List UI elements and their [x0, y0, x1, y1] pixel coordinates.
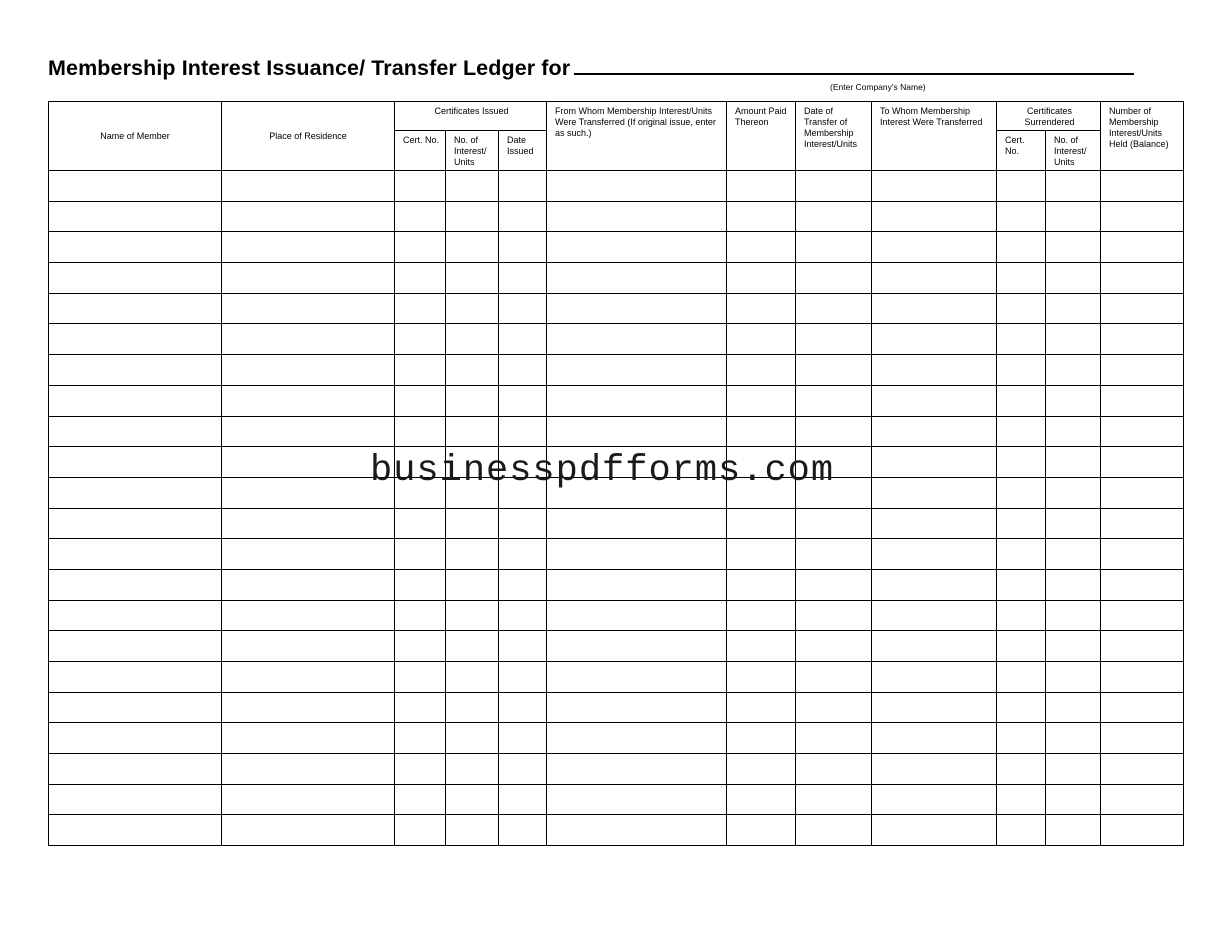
- table-cell[interactable]: [997, 293, 1046, 324]
- page-title-text: Membership Interest Issuance/ Transfer Ledger for: [48, 56, 571, 80]
- table-cell[interactable]: [1046, 263, 1101, 294]
- table-cell[interactable]: [1046, 600, 1101, 631]
- table-cell[interactable]: [1101, 754, 1184, 785]
- table-cell[interactable]: [1046, 232, 1101, 263]
- table-cell[interactable]: [395, 723, 446, 754]
- table-cell[interactable]: [49, 692, 222, 723]
- table-cell[interactable]: [997, 324, 1046, 355]
- table-cell[interactable]: [1046, 293, 1101, 324]
- table-cell[interactable]: [1101, 324, 1184, 355]
- table-cell[interactable]: [796, 784, 872, 815]
- table-cell[interactable]: [872, 569, 997, 600]
- table-cell[interactable]: [395, 416, 446, 447]
- table-cell[interactable]: [499, 662, 547, 693]
- table-row: [49, 232, 1184, 263]
- table-cell[interactable]: [796, 815, 872, 846]
- table-cell[interactable]: [1101, 293, 1184, 324]
- table-cell[interactable]: [997, 201, 1046, 232]
- header-surrendered-cert-no: Cert. No.: [997, 131, 1046, 171]
- table-cell[interactable]: [727, 324, 796, 355]
- table-cell[interactable]: [872, 784, 997, 815]
- table-cell[interactable]: [547, 723, 727, 754]
- table-cell[interactable]: [997, 447, 1046, 478]
- table-cell[interactable]: [1101, 355, 1184, 386]
- table-cell[interactable]: [872, 631, 997, 662]
- table-cell[interactable]: [796, 232, 872, 263]
- table-cell[interactable]: [395, 508, 446, 539]
- table-cell[interactable]: [395, 754, 446, 785]
- table-cell[interactable]: [727, 600, 796, 631]
- table-cell[interactable]: [1046, 539, 1101, 570]
- table-cell[interactable]: [222, 631, 395, 662]
- table-cell[interactable]: [1101, 539, 1184, 570]
- table-cell[interactable]: [222, 569, 395, 600]
- table-cell[interactable]: [446, 692, 499, 723]
- table-cell[interactable]: [547, 171, 727, 202]
- table-cell[interactable]: [547, 662, 727, 693]
- table-cell[interactable]: [1046, 385, 1101, 416]
- table-cell[interactable]: [1046, 754, 1101, 785]
- table-cell[interactable]: [222, 263, 395, 294]
- table-cell[interactable]: [49, 477, 222, 508]
- table-cell[interactable]: [222, 600, 395, 631]
- table-cell[interactable]: [49, 171, 222, 202]
- table-cell[interactable]: [997, 355, 1046, 386]
- table-cell[interactable]: [222, 539, 395, 570]
- table-row: [49, 355, 1184, 386]
- table-cell[interactable]: [499, 416, 547, 447]
- table-cell[interactable]: [1046, 631, 1101, 662]
- table-cell[interactable]: [1101, 416, 1184, 447]
- table-cell[interactable]: [1046, 692, 1101, 723]
- table-cell[interactable]: [796, 569, 872, 600]
- table-cell[interactable]: [727, 201, 796, 232]
- table-cell[interactable]: [872, 815, 997, 846]
- table-cell[interactable]: [49, 631, 222, 662]
- table-cell[interactable]: [547, 293, 727, 324]
- table-row: [49, 293, 1184, 324]
- table-cell[interactable]: [547, 569, 727, 600]
- table-cell[interactable]: [446, 355, 499, 386]
- header-no-of-interest-units: No. of Interest/ Units: [446, 131, 499, 171]
- table-cell[interactable]: [395, 263, 446, 294]
- table-cell[interactable]: [49, 754, 222, 785]
- table-cell[interactable]: [547, 508, 727, 539]
- header-date-of-transfer: Date of Transfer of Membership Interest/Units: [796, 102, 872, 171]
- table-cell[interactable]: [547, 784, 727, 815]
- table-cell[interactable]: [1046, 815, 1101, 846]
- table-cell[interactable]: [499, 171, 547, 202]
- table-cell[interactable]: [499, 355, 547, 386]
- table-cell[interactable]: [222, 324, 395, 355]
- table-cell[interactable]: [49, 723, 222, 754]
- table-row: [49, 263, 1184, 294]
- table-cell[interactable]: [49, 447, 222, 478]
- table-cell[interactable]: [727, 539, 796, 570]
- table-cell[interactable]: [1101, 662, 1184, 693]
- table-cell[interactable]: [49, 508, 222, 539]
- table-cell[interactable]: [1101, 784, 1184, 815]
- table-cell[interactable]: [446, 662, 499, 693]
- table-cell[interactable]: [499, 232, 547, 263]
- table-cell[interactable]: [446, 416, 499, 447]
- ledger-header: [49, 102, 1184, 171]
- header-surrendered-no-of-interest-units: No. of Interest/ Units: [1046, 131, 1101, 171]
- table-cell[interactable]: [1101, 232, 1184, 263]
- header-from-whom: From Whom Membership Interest/Units Were Transferred (If original issue, enter as such.): [547, 102, 727, 171]
- table-cell[interactable]: [1101, 569, 1184, 600]
- table-cell[interactable]: [222, 416, 395, 447]
- table-cell[interactable]: [997, 754, 1046, 785]
- table-cell[interactable]: [1046, 723, 1101, 754]
- table-cell[interactable]: [49, 416, 222, 447]
- table-row: [49, 569, 1184, 600]
- table-cell[interactable]: [395, 539, 446, 570]
- table-cell[interactable]: [997, 385, 1046, 416]
- table-cell[interactable]: [222, 662, 395, 693]
- table-cell[interactable]: [547, 324, 727, 355]
- table-cell[interactable]: [872, 171, 997, 202]
- table-cell[interactable]: [446, 385, 499, 416]
- table-cell[interactable]: [395, 569, 446, 600]
- table-cell[interactable]: [997, 662, 1046, 693]
- table-cell[interactable]: [997, 784, 1046, 815]
- company-name-hint: (Enter Company's Name): [830, 82, 926, 92]
- table-cell[interactable]: [446, 539, 499, 570]
- table-cell[interactable]: [872, 232, 997, 263]
- table-cell[interactable]: [1046, 447, 1101, 478]
- table-cell[interactable]: [872, 477, 997, 508]
- table-cell[interactable]: [872, 692, 997, 723]
- table-row: [49, 324, 1184, 355]
- table-row: [49, 662, 1184, 693]
- table-row: [49, 723, 1184, 754]
- table-cell[interactable]: [727, 631, 796, 662]
- table-cell[interactable]: [727, 385, 796, 416]
- table-cell[interactable]: [547, 600, 727, 631]
- table-cell[interactable]: [997, 508, 1046, 539]
- header-cert-no: Cert. No.: [395, 131, 446, 171]
- table-cell[interactable]: [547, 754, 727, 785]
- table-cell[interactable]: [1101, 692, 1184, 723]
- table-cell[interactable]: [872, 385, 997, 416]
- table-cell[interactable]: [796, 171, 872, 202]
- table-cell[interactable]: [1101, 631, 1184, 662]
- header-balance: Number of Membership Interest/Units Held (Balance): [1101, 102, 1184, 171]
- table-cell[interactable]: [796, 324, 872, 355]
- table-cell[interactable]: [872, 293, 997, 324]
- table-cell[interactable]: [796, 416, 872, 447]
- table-cell[interactable]: [997, 631, 1046, 662]
- table-cell[interactable]: [1101, 385, 1184, 416]
- table-row: [49, 815, 1184, 846]
- table-row: [49, 201, 1184, 232]
- table-cell[interactable]: [446, 324, 499, 355]
- header-certificates-issued: Certificates Issued: [395, 102, 547, 131]
- table-cell[interactable]: [446, 569, 499, 600]
- table-cell[interactable]: [727, 754, 796, 785]
- table-cell[interactable]: [997, 263, 1046, 294]
- table-cell[interactable]: [727, 232, 796, 263]
- table-cell[interactable]: [499, 723, 547, 754]
- table-cell[interactable]: [872, 539, 997, 570]
- table-cell[interactable]: [49, 293, 222, 324]
- table-cell[interactable]: [395, 293, 446, 324]
- table-cell[interactable]: [997, 569, 1046, 600]
- table-cell[interactable]: [1101, 508, 1184, 539]
- table-cell[interactable]: [446, 171, 499, 202]
- table-cell[interactable]: [727, 692, 796, 723]
- table-row: [49, 416, 1184, 447]
- table-cell[interactable]: [49, 201, 222, 232]
- table-cell[interactable]: [446, 201, 499, 232]
- table-cell[interactable]: [395, 600, 446, 631]
- table-cell[interactable]: [1101, 723, 1184, 754]
- table-cell[interactable]: [796, 754, 872, 785]
- table-row: [49, 508, 1184, 539]
- table-cell[interactable]: [395, 692, 446, 723]
- table-cell[interactable]: [796, 600, 872, 631]
- table-cell[interactable]: [547, 232, 727, 263]
- table-cell[interactable]: [727, 569, 796, 600]
- table-cell[interactable]: [395, 784, 446, 815]
- table-cell[interactable]: [446, 508, 499, 539]
- table-cell[interactable]: [446, 754, 499, 785]
- table-cell[interactable]: [872, 355, 997, 386]
- table-cell[interactable]: [872, 723, 997, 754]
- table-cell[interactable]: [222, 692, 395, 723]
- table-cell[interactable]: [727, 293, 796, 324]
- table-cell[interactable]: [997, 171, 1046, 202]
- table-cell[interactable]: [1046, 662, 1101, 693]
- table-cell[interactable]: [1046, 201, 1101, 232]
- table-cell[interactable]: [727, 815, 796, 846]
- table-row: [49, 171, 1184, 202]
- table-cell[interactable]: [796, 201, 872, 232]
- table-cell[interactable]: [997, 600, 1046, 631]
- table-cell[interactable]: [872, 447, 997, 478]
- table-cell[interactable]: [1046, 324, 1101, 355]
- table-cell[interactable]: [49, 385, 222, 416]
- watermark: businesspdfforms.com: [370, 450, 835, 492]
- table-cell[interactable]: [1046, 784, 1101, 815]
- table-cell[interactable]: [796, 539, 872, 570]
- table-cell[interactable]: [796, 692, 872, 723]
- table-cell[interactable]: [796, 355, 872, 386]
- table-cell[interactable]: [49, 784, 222, 815]
- table-cell[interactable]: [796, 662, 872, 693]
- table-cell[interactable]: [49, 324, 222, 355]
- table-cell[interactable]: [49, 662, 222, 693]
- table-cell[interactable]: [222, 754, 395, 785]
- table-cell[interactable]: [222, 784, 395, 815]
- table-cell[interactable]: [222, 385, 395, 416]
- table-cell[interactable]: [446, 293, 499, 324]
- table-cell[interactable]: [49, 815, 222, 846]
- table-cell[interactable]: [872, 416, 997, 447]
- table-cell[interactable]: [997, 477, 1046, 508]
- table-cell[interactable]: [222, 232, 395, 263]
- table-cell[interactable]: [499, 539, 547, 570]
- table-cell[interactable]: [446, 263, 499, 294]
- table-cell[interactable]: [395, 201, 446, 232]
- table-cell[interactable]: [997, 692, 1046, 723]
- table-cell[interactable]: [395, 631, 446, 662]
- table-row: [49, 385, 1184, 416]
- table-cell[interactable]: [1101, 477, 1184, 508]
- table-cell[interactable]: [872, 508, 997, 539]
- table-cell[interactable]: [49, 263, 222, 294]
- table-cell[interactable]: [1046, 477, 1101, 508]
- table-cell[interactable]: [1046, 355, 1101, 386]
- table-cell[interactable]: [499, 784, 547, 815]
- table-cell[interactable]: [547, 815, 727, 846]
- table-cell[interactable]: [499, 815, 547, 846]
- table-cell[interactable]: [1046, 416, 1101, 447]
- header-to-whom: To Whom Membership Interest Were Transferred: [872, 102, 997, 171]
- table-cell[interactable]: [547, 631, 727, 662]
- table-cell[interactable]: [222, 447, 395, 478]
- table-cell[interactable]: [395, 662, 446, 693]
- table-cell[interactable]: [1101, 171, 1184, 202]
- page-title: [48, 55, 1134, 81]
- table-cell[interactable]: [222, 293, 395, 324]
- table-cell[interactable]: [727, 416, 796, 447]
- table-cell[interactable]: [222, 171, 395, 202]
- header-place-of-residence: Place of Residence: [222, 102, 395, 171]
- table-cell[interactable]: [727, 784, 796, 815]
- table-cell[interactable]: [997, 416, 1046, 447]
- table-cell[interactable]: [547, 201, 727, 232]
- ledger-body: [49, 171, 1184, 846]
- table-cell[interactable]: [446, 631, 499, 662]
- table-cell[interactable]: [727, 508, 796, 539]
- table-row: [49, 784, 1184, 815]
- table-cell[interactable]: [395, 355, 446, 386]
- table-cell[interactable]: [796, 293, 872, 324]
- table-cell[interactable]: [997, 232, 1046, 263]
- table-cell[interactable]: [49, 569, 222, 600]
- table-row: [49, 754, 1184, 785]
- table-cell[interactable]: [499, 631, 547, 662]
- table-cell[interactable]: [727, 723, 796, 754]
- table-cell[interactable]: [547, 263, 727, 294]
- table-cell[interactable]: [499, 508, 547, 539]
- table-cell[interactable]: [446, 600, 499, 631]
- table-row: [49, 631, 1184, 662]
- table-cell[interactable]: [1101, 815, 1184, 846]
- header-certificates-surrendered: Certificates Surrendered: [997, 102, 1101, 131]
- table-cell[interactable]: [727, 171, 796, 202]
- table-cell[interactable]: [872, 201, 997, 232]
- table-cell[interactable]: [395, 815, 446, 846]
- table-cell[interactable]: [499, 324, 547, 355]
- company-name-blank[interactable]: [574, 55, 1134, 75]
- table-cell[interactable]: [872, 324, 997, 355]
- table-cell[interactable]: [796, 385, 872, 416]
- table-row: [49, 600, 1184, 631]
- table-cell[interactable]: [499, 263, 547, 294]
- table-cell[interactable]: [727, 662, 796, 693]
- table-cell[interactable]: [727, 355, 796, 386]
- table-cell[interactable]: [49, 355, 222, 386]
- table-cell[interactable]: [222, 508, 395, 539]
- table-cell[interactable]: [1101, 447, 1184, 478]
- table-cell[interactable]: [446, 232, 499, 263]
- header-name-of-member: Name of Member: [49, 102, 222, 171]
- table-cell[interactable]: [395, 232, 446, 263]
- table-cell[interactable]: [446, 815, 499, 846]
- table-cell[interactable]: [727, 263, 796, 294]
- table-cell[interactable]: [547, 385, 727, 416]
- table-row: [49, 539, 1184, 570]
- table-cell[interactable]: [1046, 171, 1101, 202]
- table-cell[interactable]: [49, 600, 222, 631]
- table-cell[interactable]: [997, 539, 1046, 570]
- table-cell[interactable]: [547, 416, 727, 447]
- table-cell[interactable]: [872, 600, 997, 631]
- table-cell[interactable]: [446, 723, 499, 754]
- table-cell[interactable]: [49, 232, 222, 263]
- header-date-issued: Date Issued: [499, 131, 547, 171]
- table-cell[interactable]: [499, 201, 547, 232]
- table-cell[interactable]: [872, 263, 997, 294]
- table-cell[interactable]: [222, 201, 395, 232]
- table-cell[interactable]: [796, 723, 872, 754]
- table-cell[interactable]: [872, 662, 997, 693]
- table-cell[interactable]: [499, 754, 547, 785]
- table-row: [49, 692, 1184, 723]
- table-cell[interactable]: [1046, 569, 1101, 600]
- table-cell[interactable]: [446, 784, 499, 815]
- header-amount-paid: Amount Paid Thereon: [727, 102, 796, 171]
- table-cell[interactable]: [395, 324, 446, 355]
- table-cell[interactable]: [395, 171, 446, 202]
- table-cell[interactable]: [872, 754, 997, 785]
- table-cell[interactable]: [1101, 201, 1184, 232]
- table-cell[interactable]: [547, 355, 727, 386]
- table-cell[interactable]: [796, 508, 872, 539]
- table-cell[interactable]: [1046, 508, 1101, 539]
- table-cell[interactable]: [1101, 600, 1184, 631]
- table-cell[interactable]: [222, 815, 395, 846]
- table-cell[interactable]: [49, 539, 222, 570]
- table-cell[interactable]: [796, 631, 872, 662]
- table-cell[interactable]: [222, 477, 395, 508]
- table-cell[interactable]: [997, 815, 1046, 846]
- table-cell[interactable]: [997, 723, 1046, 754]
- table-cell[interactable]: [1101, 263, 1184, 294]
- table-cell[interactable]: [499, 385, 547, 416]
- table-cell[interactable]: [499, 692, 547, 723]
- table-cell[interactable]: [222, 355, 395, 386]
- table-cell[interactable]: [395, 385, 446, 416]
- table-cell[interactable]: [222, 723, 395, 754]
- table-cell[interactable]: [499, 600, 547, 631]
- table-cell[interactable]: [796, 263, 872, 294]
- table-cell[interactable]: [547, 692, 727, 723]
- table-cell[interactable]: [547, 539, 727, 570]
- table-cell[interactable]: [499, 293, 547, 324]
- table-cell[interactable]: [499, 569, 547, 600]
